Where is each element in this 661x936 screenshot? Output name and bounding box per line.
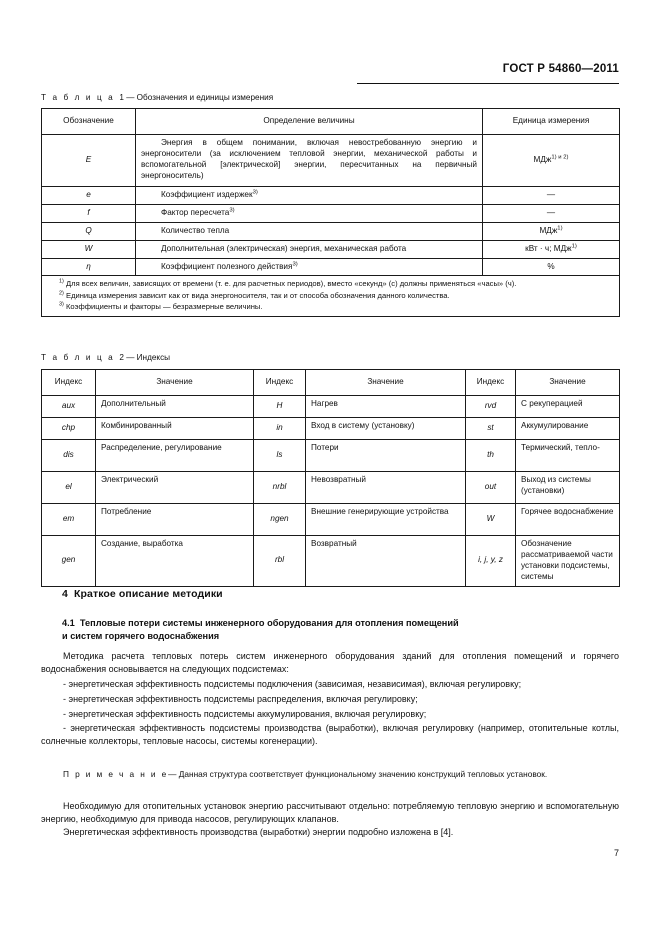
table2-index: gen [42,535,96,586]
table2-header-index-1: Индекс [42,370,96,396]
header-rule [357,83,619,84]
footnote-text: Единица измерения зависит как от вида энергоносителя, так и от способа обозначения данного количества. [66,290,450,300]
table1-unit-superscript: 1) [571,242,577,249]
table2-index: in [254,417,306,439]
table2-value: Невозвратный [306,471,466,503]
table-row [42,134,620,186]
table1-unit: % [483,258,620,276]
note-block [41,768,619,780]
table1-definition-text: Фактор пересчета [161,207,230,217]
table-row [42,240,620,258]
table-row [42,395,620,417]
section-4-title: Краткое описание методики [74,588,223,600]
table1-caption-number: 1 [119,93,124,102]
footnote-marker: 2) [59,290,64,297]
table1-definition [136,258,483,276]
table2-index: H [254,395,306,417]
table1-definition: Дополнительная (электрическая) энергия, механическая работа [136,240,483,258]
table2-caption [41,353,619,362]
footnote-marker: 1) [59,278,64,285]
table2-caption-label: Т а б л и ц а [41,353,115,362]
table1-footnotes-row [42,276,620,317]
footnote-item [47,279,614,290]
table1-symbol: Q [42,222,136,240]
table2-value: Горячее водоснабжение [516,503,620,535]
note-label: П р и м е ч а н и е [63,769,169,779]
table2-value: Дополнительный [96,395,254,417]
table2-index: em [42,503,96,535]
table2-value: Аккумулирование [516,417,620,439]
table-row [42,258,620,276]
table-row [42,471,620,503]
table2-value: Потери [306,439,466,471]
closing-paragraphs [41,800,619,838]
table2-index: ls [254,439,306,471]
table2-index: aux [42,395,96,417]
table1-definition-text: Коэффициент полезного действия [161,261,293,271]
paragraph-last: Энергетическая эффективность производства (выработки) энергии подробно изложена в [4]. [63,826,454,837]
table1-symbol: η [42,258,136,276]
table1-caption-dash: — [126,93,135,102]
table2-value: Нагрев [306,395,466,417]
subsystem-bullet-list [41,678,619,748]
table2-value: Обозначение рассматриваемой части установки подсистемы, системы [516,535,620,586]
table1-unit-text: МДж [533,154,552,164]
section-4-1-heading [62,617,619,644]
table1-unit [483,240,620,258]
table1-footnotes [42,276,620,317]
table1-header-designation: Обозначение [42,109,136,135]
table2-index: i, j, y, z [466,535,516,586]
table-row [42,186,620,204]
table1-unit-superscript: 1) и 2) [551,154,569,161]
table2-value: Вход в систему (установку) [306,417,466,439]
table2-header-value-1: Значение [96,370,254,396]
table1-symbol: e [42,186,136,204]
table2-caption-number: 2 [119,353,124,362]
table2-value: Комбинированный [96,417,254,439]
note-dash: — [168,769,177,779]
note-text: Данная структура соответствует функциональному значению конструкций тепловых установок. [178,769,548,779]
table2-value: Внешние генерирующие устройства [306,503,466,535]
table2-value: С рекуперацией [516,395,620,417]
table2-index: rbl [254,535,306,586]
paragraph-after-note: Необходимую для отопительных установок энергию рассчитывают отдельно: потребляемую тепловую энергию и вспомогательную энергию, необходимую для привода насосов, регулирующих клапанов. [41,801,619,824]
table2-value: Термический, тепло- [516,439,620,471]
table-row [42,204,620,222]
table2-index: nrbl [254,471,306,503]
list-item: - энергетическая эффективность подсистемы подключения (зависимая, независимая), включая регулировку; [63,679,522,689]
table1-definition-superscript: 3) [292,260,298,267]
footnote-text: Для всех величин, зависящих от времени (т. е. для расчетных периодов), вместо «секунд» (с) должны применяться «часы» (ч). [66,279,517,289]
table-row [42,439,620,471]
table1-caption [41,93,619,102]
table1-definition: Энергия в общем понимании, включая невостребованную энергию и энергоносители (за исключением тепловой энергии, механической работы и вспомогательной [электрической] энергии, пересчитанных на первичный энергоноситель) [136,134,483,186]
table1-header-row [42,109,620,135]
table2-header-row [42,370,620,396]
table2-index: el [42,471,96,503]
table2-header-value-3: Значение [516,370,620,396]
table-designations-and-units [41,108,620,317]
standard-number: ГОСТ Р 54860—2011 [502,63,619,75]
table2-index: rvd [466,395,516,417]
page-number: 7 [613,848,619,858]
table1-caption-title: Обозначения и единицы измерения [136,93,274,102]
table1-definition-text: Коэффициент издержек [161,189,253,199]
table2-index: st [466,417,516,439]
table2-caption-dash: — [126,353,135,362]
table1-unit-superscript: 1) [557,224,563,231]
table1-unit [483,134,620,186]
table1-definition-superscript: 3) [252,189,258,196]
table2-value: Возвратный [306,535,466,586]
table1-symbol: f [42,204,136,222]
footnote-item [47,291,614,302]
table2-caption-title: Индексы [136,353,171,362]
table-indices [41,369,620,587]
table2-value: Электрический [96,471,254,503]
table1-symbol: E [42,134,136,186]
section-4-number: 4 [62,588,68,600]
table1-symbol: W [42,240,136,258]
table-row [42,222,620,240]
table2-header-value-2: Значение [306,370,466,396]
section-4-1-number: 4.1 [62,618,75,628]
table1-caption-label: Т а б л и ц а [41,93,115,102]
table2-index: ngen [254,503,306,535]
table2-index: W [466,503,516,535]
list-item: - энергетическая эффективность подсистемы производства (выработки), включая регулировку (например, отопительные котлы, солнечные коллекторы, тепловые насосы, системы когенерации). [41,723,619,747]
table-row [42,417,620,439]
list-item: - энергетическая эффективность подсистемы распределения, включая регулировку; [63,693,418,704]
table1-definition-superscript: 3) [229,207,235,214]
table1-header-definition: Определение величины [136,109,483,135]
table2-index: dis [42,439,96,471]
section-4-1-title-line1: Тепловые потери системы инженерного оборудования для отопления помещений [79,618,459,628]
table2-header-index-2: Индекс [254,370,306,396]
table1-unit [483,222,620,240]
table1-definition [136,186,483,204]
table1-definition: Количество тепла [136,222,483,240]
list-item: - энергетическая эффективность подсистемы аккумулирования, включая регулировку; [63,708,427,719]
section-4-heading [62,588,619,600]
table2-value: Создание, выработка [96,535,254,586]
table-row [42,503,620,535]
table2-value: Распределение, регулирование [96,439,254,471]
table2-index: out [466,471,516,503]
table1-unit-text: кВт · ч; МДж [525,243,572,253]
intro-paragraph: Методика расчета тепловых потерь систем инженерного оборудования зданий для отопления помещений и горячего водоснабжения основывается на следующих подсистемах: [41,651,619,674]
table1-definition [136,204,483,222]
table1-header-unit: Единица измерения [483,109,620,135]
table1-unit-text: МДж [539,225,558,235]
footnote-marker: 3) [59,301,64,308]
table-row [42,535,620,586]
section-4-1-title-line2: и систем горячего водоснабжения [62,631,220,642]
table2-value: Потребление [96,503,254,535]
table2-value: Выход из системы (установки) [516,471,620,503]
table1-unit: — [483,186,620,204]
table2-index: chp [42,417,96,439]
table2-index: th [466,439,516,471]
footnote-item [47,302,614,313]
table1-unit: — [483,204,620,222]
footnote-text: Коэффициенты и факторы — безразмерные величины. [66,302,263,311]
table2-header-index-3: Индекс [466,370,516,396]
